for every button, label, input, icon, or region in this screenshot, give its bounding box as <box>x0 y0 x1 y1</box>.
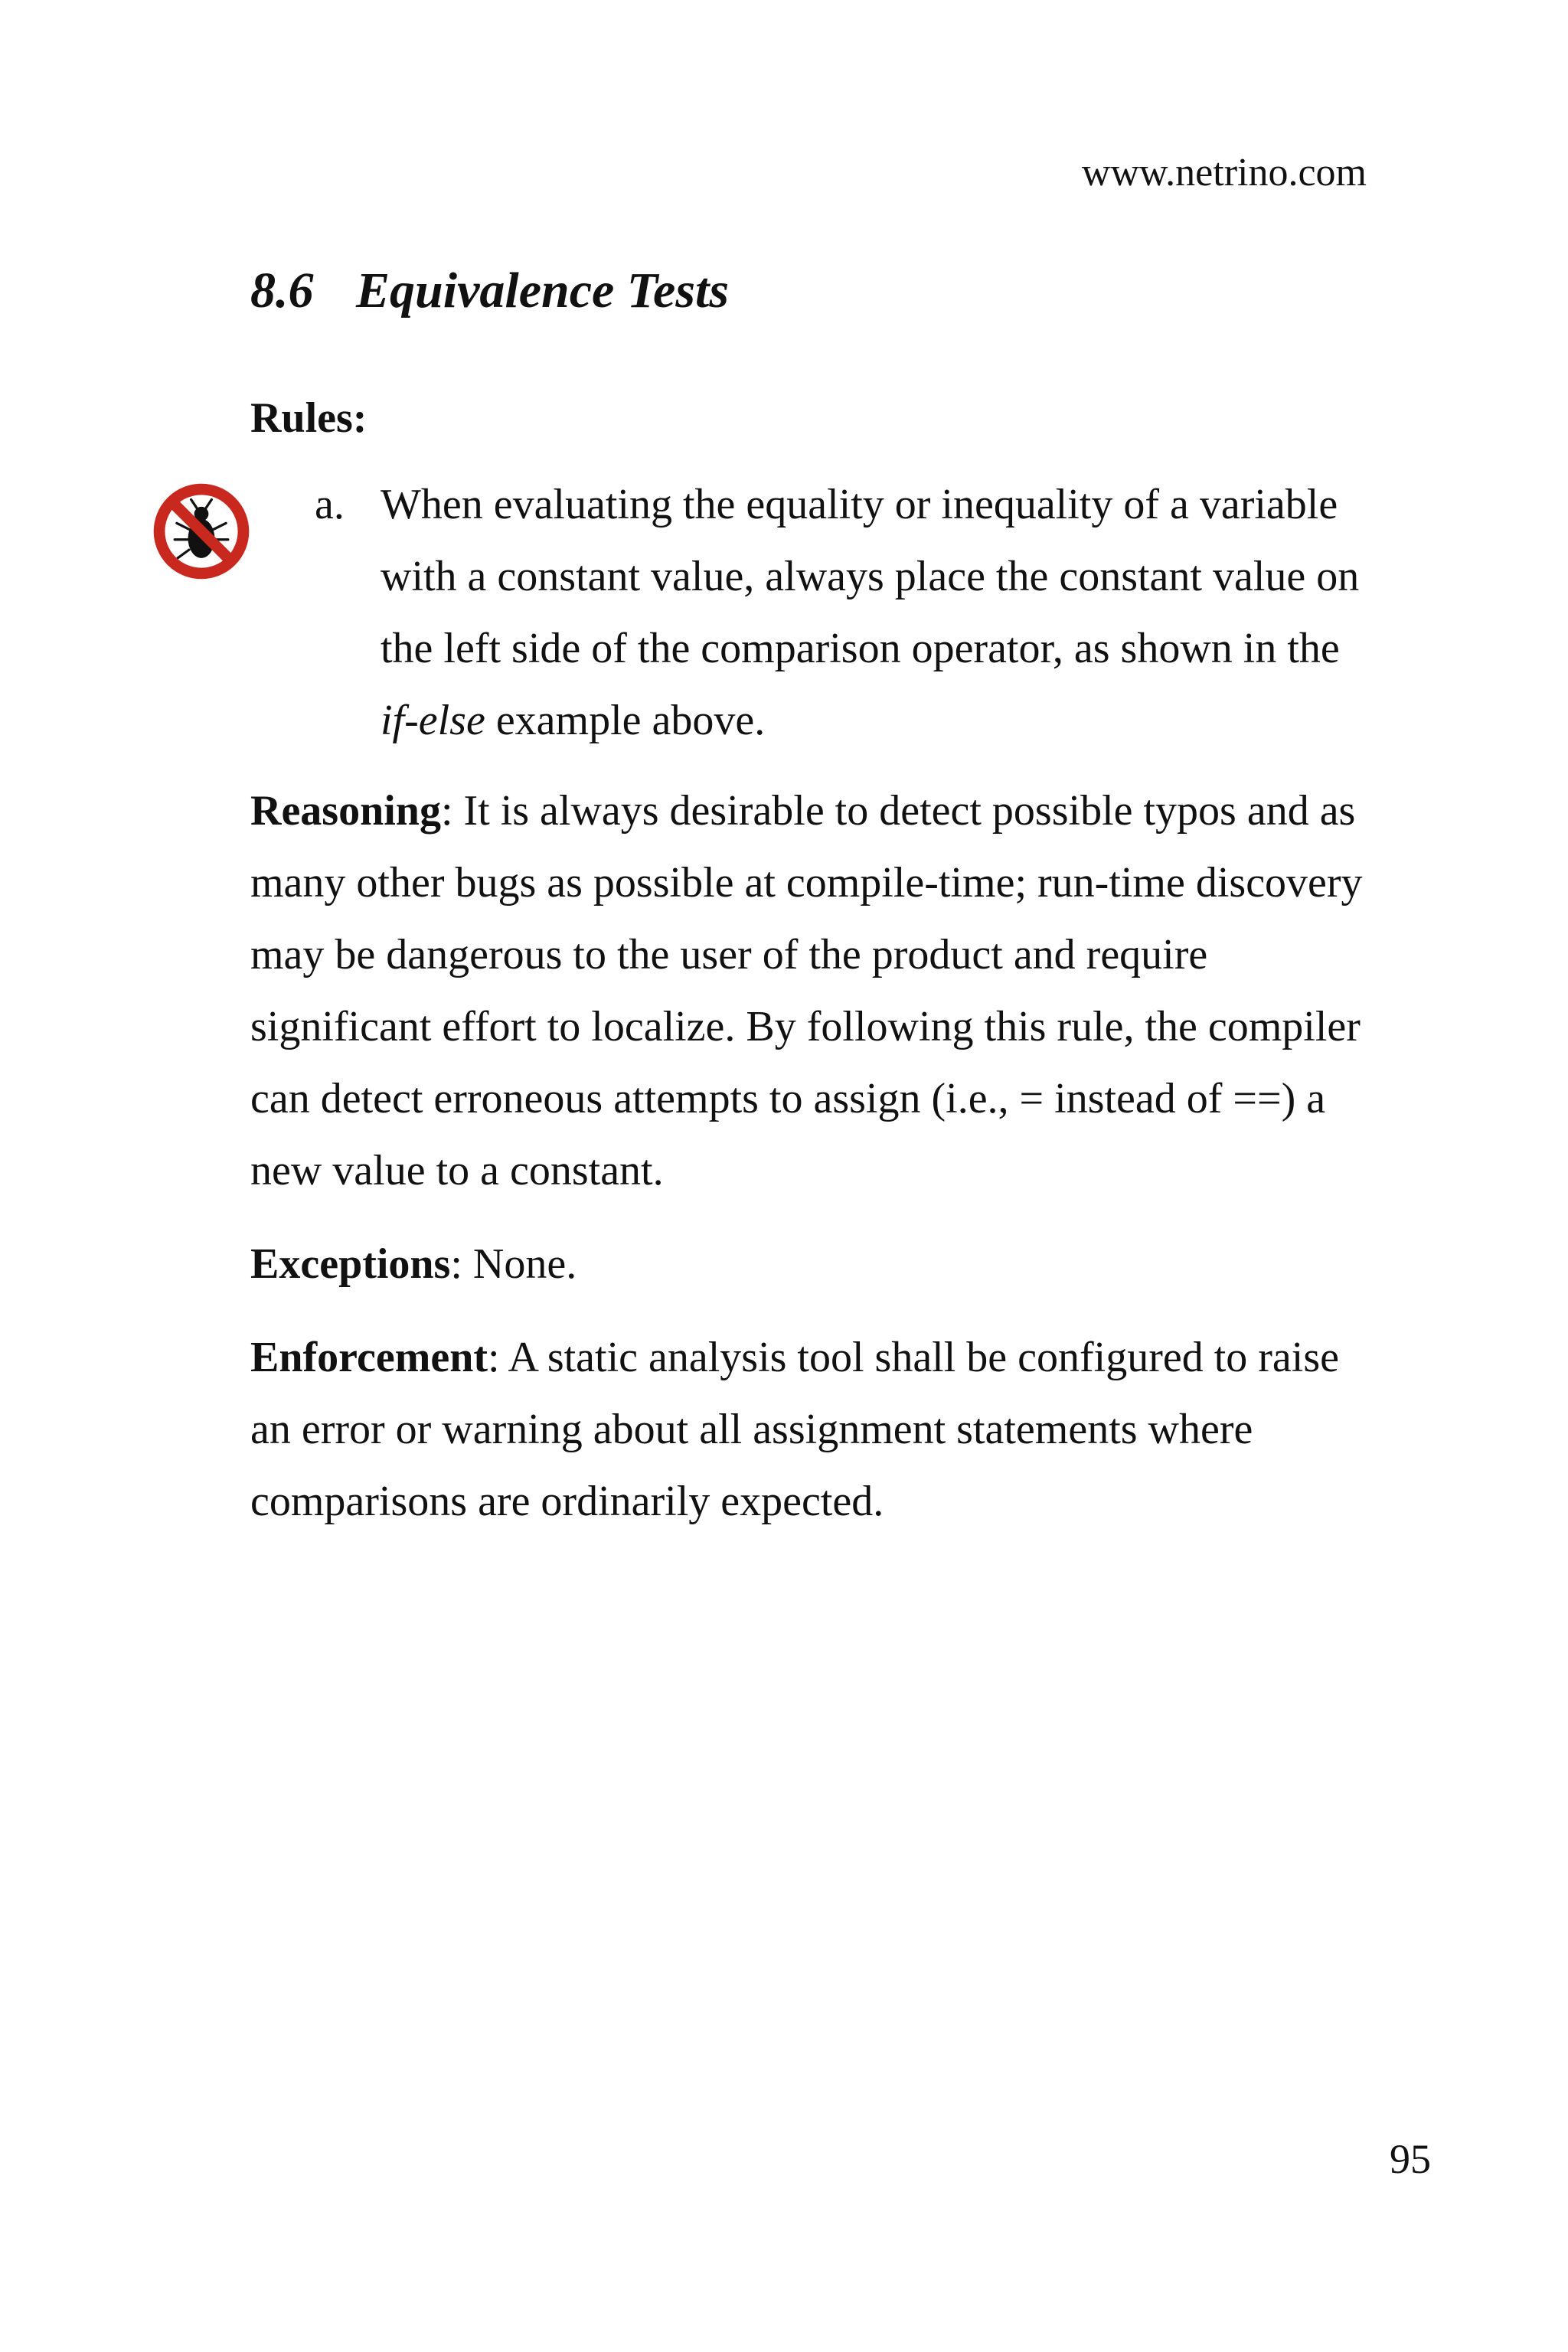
rule-text-before: When evaluating the equality or inequality of a variable with a constant value, always place the constant value on the left side of the comparison operator, as shown in the <box>381 481 1360 672</box>
exceptions-paragraph <box>250 1228 1383 1300</box>
enforcement-label: Enforcement <box>250 1334 488 1381</box>
enforcement-paragraph <box>250 1321 1383 1537</box>
page-number: 95 <box>1390 2136 1431 2182</box>
section-heading <box>250 260 729 322</box>
section-number: 8.6 <box>250 263 314 318</box>
reasoning-paragraph <box>250 775 1383 1207</box>
header-url: www.netrino.com <box>1081 151 1367 194</box>
rule-marker: a. <box>315 481 345 528</box>
content <box>250 390 1383 1559</box>
rule-text-after: example above. <box>485 697 766 744</box>
rule-text-italic: if-else <box>381 697 485 744</box>
no-bugs-icon <box>150 480 253 583</box>
enforcement-text: : A static analysis tool shall be configured to raise an error or warning about all assignment statements where comparisons are ordinarily expected. <box>250 1334 1339 1525</box>
rules-label: Rules: <box>250 394 368 442</box>
exceptions-text: : None. <box>450 1240 577 1288</box>
exceptions-label: Exceptions <box>250 1240 451 1288</box>
section-title: Equivalence Tests <box>356 263 730 318</box>
reasoning-label: Reasoning <box>250 787 441 835</box>
rule-item <box>250 469 1383 756</box>
reasoning-text: : It is always desirable to detect possible typos and as many other bugs as possible at compile-time; run-time discovery may be dangerous to the user of the product and require significant effort to localize. By following this rule, the compiler can detect erroneous attempts to assign (i.e., = instead of ==) a new value to a constant. <box>250 787 1363 1194</box>
